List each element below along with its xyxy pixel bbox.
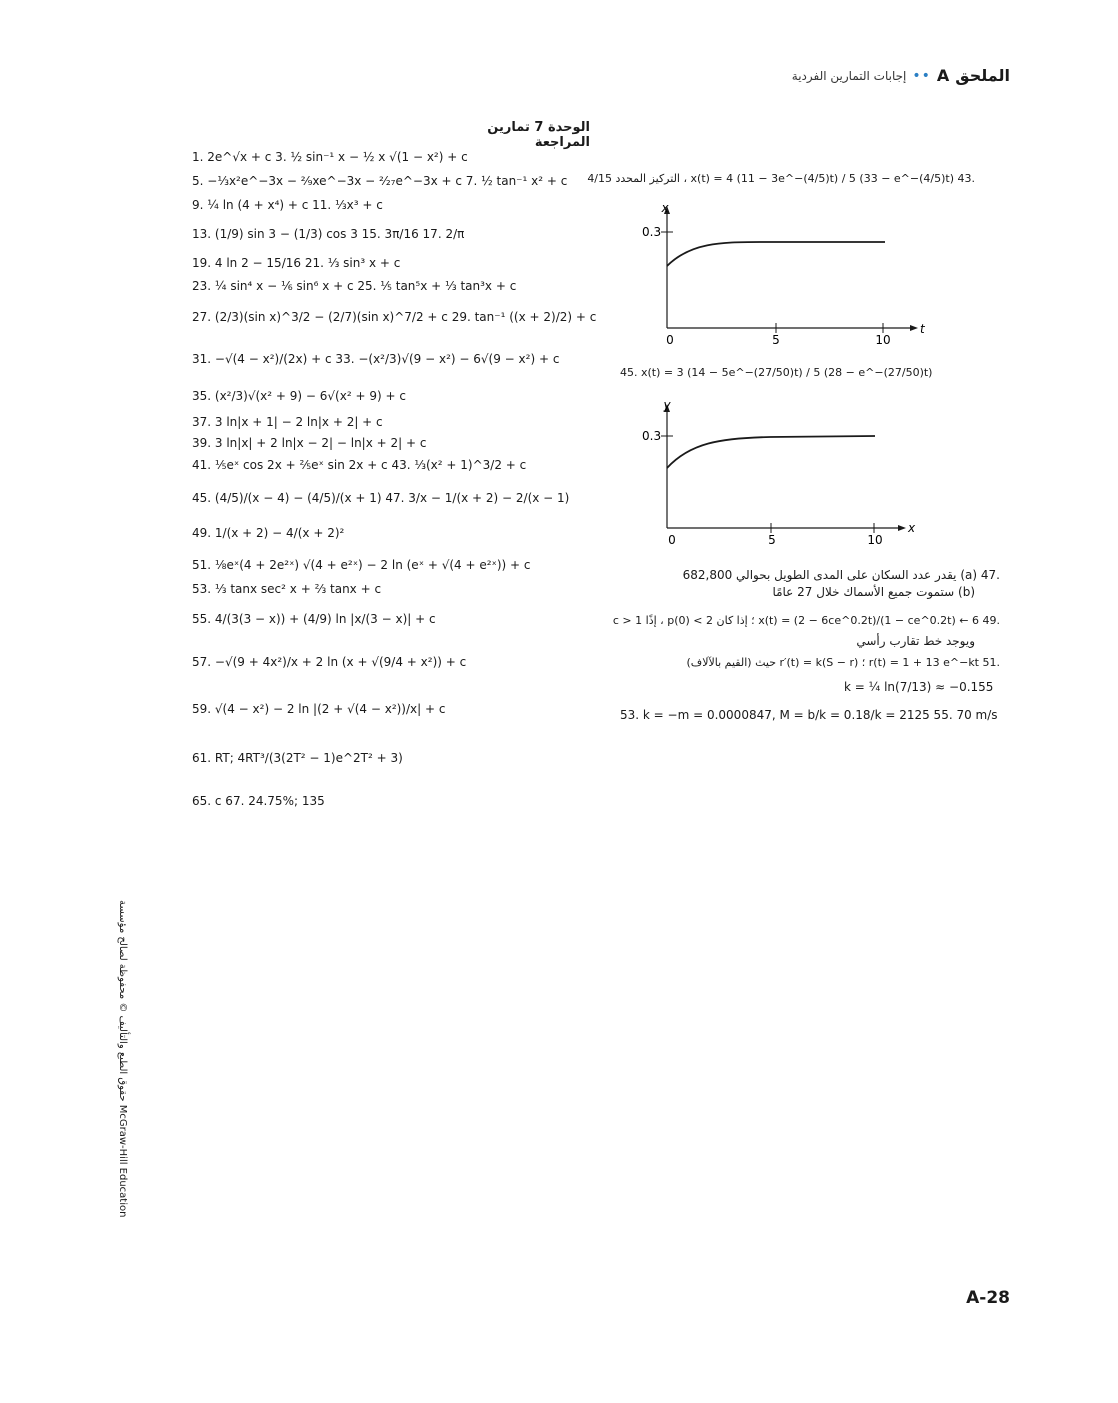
answer-49: .49 6 ← x(t) = (2 − 6ce^0.2t)/(1 − ce^0.2t) ؛ إذا كان 2 > p(0) ، إذًا c > 1: [612, 614, 1000, 627]
answer-line: 49. 1/(x + 2) − 4/(x + 2)²: [192, 526, 345, 540]
answer-line: 37. 3 ln|x + 1| − 2 ln|x + 2| + c: [192, 415, 383, 429]
answer-line: 55. 4/(3(3 − x)) + (4/9) ln |x/(3 − x)| + c: [192, 612, 436, 626]
answer-line: 1. 2e^√x + c 3. ½ sin⁻¹ x − ½ x √(1 − x²) + c: [192, 150, 468, 164]
appendix-label: الملحق: [955, 66, 1010, 85]
x-tick-label: 0: [666, 333, 674, 347]
answer-line: 53. ⅓ tanx sec² x + ⅔ tanx + c: [192, 582, 382, 596]
answer-line: 65. c 67. 24.75%; 135: [192, 794, 325, 808]
answer-line: 5. −⅓x²e^−3x − ²⁄₉xe^−3x − ²⁄₂₇e^−3x + c 7. ½ tan⁻¹ x² + c: [192, 174, 568, 188]
answer-line: 45. (4/5)/(x − 4) − (4/5)/(x + 1) 47. 3/x − 1/(x + 2) − 2/(x − 1): [192, 491, 570, 505]
header-dots: ••: [912, 67, 931, 84]
answer-line: 59. √(4 − x²) − 2 ln |(2 + √(4 − x²))/x| + c: [192, 702, 446, 716]
x-tick-label: 10: [875, 333, 891, 347]
axis-label-h: t: [920, 322, 925, 336]
copyright-side-text: حقوق الطبع والتأليف © محفوظة لصالح مؤسسة McGraw-Hill Education: [117, 900, 128, 1218]
axis-label-h: x: [908, 521, 916, 535]
answer-line: 23. ¼ sin⁴ x − ⅙ sin⁶ x + c 25. ⅕ tan⁵x + ⅓ tan³x + c: [192, 279, 517, 293]
graph-45: [620, 398, 940, 548]
x-tick-label: 5: [768, 533, 776, 547]
answer-line: 35. (x²/3)√(x² + 9) − 6√(x² + 9) + c: [192, 389, 406, 403]
answer-line: 31. −√(4 − x²)/(2x) + c 33. −(x²/3)√(9 − x²) − 6√(9 − x²) + c: [192, 352, 560, 366]
x-tick-label: 5: [772, 333, 780, 347]
answer-47b: (b) ستموت جميع الأسماك خلال 27 عامًا: [772, 585, 975, 599]
answer-47a: .47 (a) يقدر عدد السكان على المدى الطويل بحوالي 682,800: [682, 568, 1000, 582]
graph-43: [620, 198, 940, 348]
answer-line: 57. −√(9 + 4x²)/x + 2 ln (x + √(9/4 + x²)) + c: [192, 655, 467, 669]
page-number: A-28: [966, 1288, 1010, 1308]
y-tick-label: 0.3: [642, 225, 662, 239]
answer-line: 39. 3 ln|x| + 2 ln|x − 2| − ln|x + 2| + c: [192, 436, 427, 450]
unit-title: الوحدة 7 تمارين المراجعة: [487, 120, 590, 150]
x-tick-label: 10: [867, 533, 883, 547]
answer-51: .51 r(t) = 1 + 13 e^−kt ؛ r′(t) = k(S − r) حيث (القيم بالآلاف): [686, 656, 1000, 669]
x-tick-label: 0: [668, 533, 676, 547]
answer-49-note: ويوجد خط تقارب رأسي: [856, 634, 975, 648]
appendix-letter: A: [936, 66, 950, 85]
answer-53-55: 53. k = −m = 0.0000847, M = b/k = 0.18/k = 2125 55. 70 m/s: [620, 708, 998, 722]
axis-label-v: x: [661, 201, 669, 215]
header-subtitle: إجابات التمارين الفردية: [791, 68, 907, 83]
answer-line: 41. ⅕eˣ cos 2x + ⅖eˣ sin 2x + c 43. ⅓(x² + 1)^3/2 + c: [192, 458, 527, 472]
answer-line: 9. ¼ ln (4 + x⁴) + c 11. ⅓x³ + c: [192, 198, 383, 212]
answer-line: 19. 4 ln 2 − 15/16 21. ⅓ sin³ x + c: [192, 256, 401, 270]
answer-line: 27. (2/3)(sin x)^3/2 − (2/7)(sin x)^7/2 + c 29. tan⁻¹ ((x + 2)/2) + c: [192, 310, 597, 324]
y-tick-label: 0.3: [642, 429, 662, 443]
axis-label-v: y: [663, 398, 671, 412]
answer-45: 45. x(t) = 3 (14 − 5e^−(27/50)t) / 5 (28 − e^−(27/50)t): [620, 366, 933, 379]
answer-line: 61. RT; 4RT³/(3(2T² − 1)e^2T² + 3): [192, 751, 403, 765]
appendix-header: [792, 66, 1010, 85]
answer-line: 13. (1/9) sin 3 − (1/3) cos 3 15. 3π/16 17. 2/π: [192, 227, 465, 241]
answer-line: 51. ⅛eˣ(4 + 2e²ˣ) √(4 + e²ˣ) − 2 ln (eˣ + √(4 + e²ˣ)) + c: [192, 558, 531, 572]
answer-43: .43 x(t) = 4 (11 − 3e^−(4/5)t) / 5 (33 − e^−(4/5)t) ، التركيز المحدد 4/15: [587, 172, 975, 185]
answer-51-k: k = ¼ ln(7/13) ≈ −0.155: [844, 680, 994, 694]
